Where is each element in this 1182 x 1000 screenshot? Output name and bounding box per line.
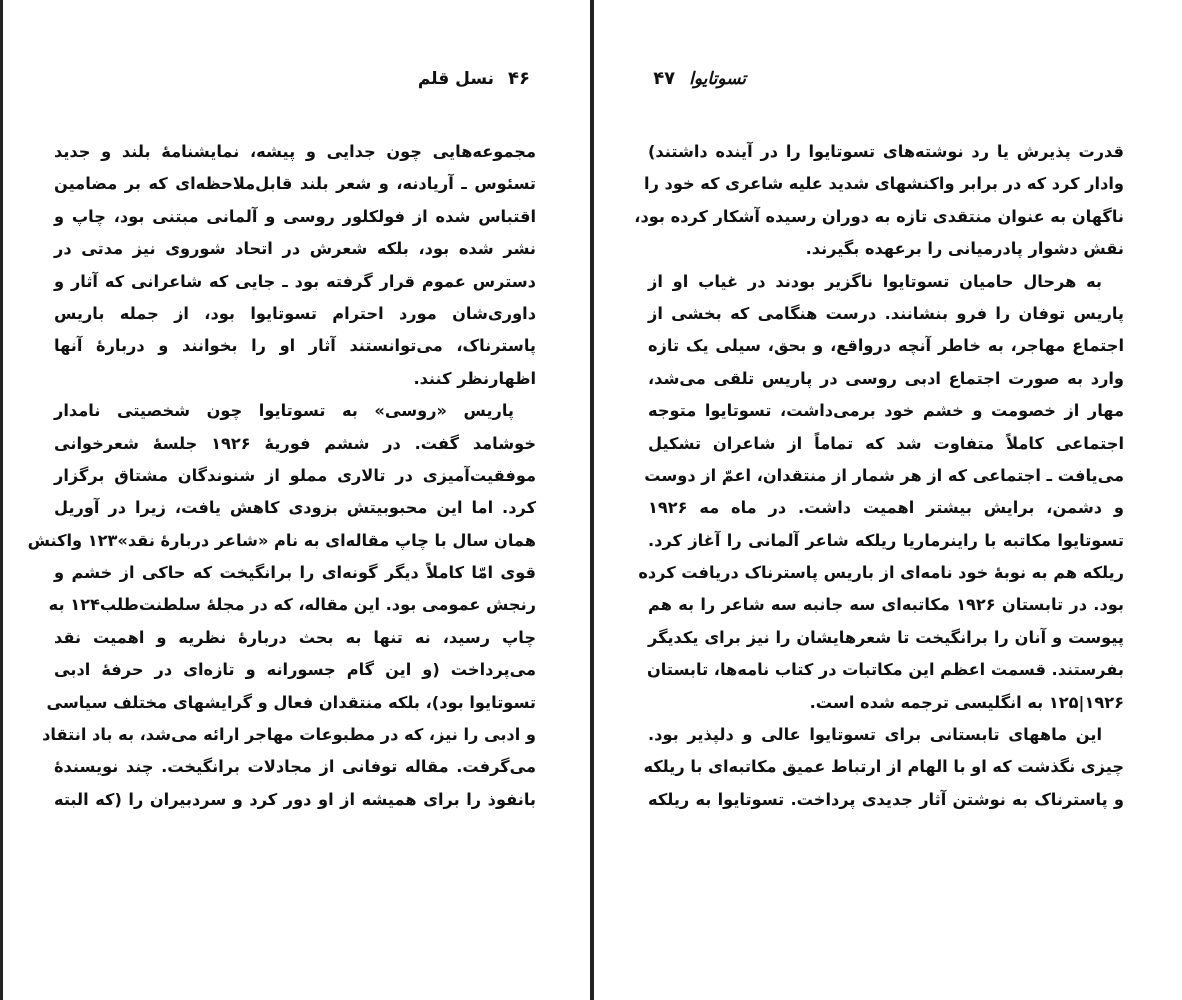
text-line: رنجش عمومی بود. این مقاله، که در مجلهٔ سلطنت‌طلب۱۲۴ به	[48, 595, 536, 615]
text-line: قوی امّا کاملاً دیگر گونه‌ای را برانگیخت که حاکی از خشم و	[54, 563, 536, 583]
text-line: نشر شده بود، بلکه شعرش در اتحاد شوروی نیز مدتی در	[54, 239, 536, 259]
text-line: بود. در تابستان ۱۹۲۶ مکاتبه‌ای سه جانبه سه شاعر را به هم	[648, 595, 1124, 615]
text-line: داوری‌شان مورد احترام تسوتایوا بود، از جمله باریس	[54, 303, 536, 323]
text-line: بانفوذ را برای همیشه از او دور کرد و سردبیران را (که البته	[54, 789, 536, 809]
text-line-paragraph-end: اظهارنظر کنند.	[413, 368, 536, 388]
running-title: نسل قلم	[417, 69, 495, 89]
right-page-header	[653, 68, 746, 89]
text-line: تسوتایوا بود)، بلکه منتقدان فعال و گرایشهای مختلف سیاسی	[46, 692, 536, 712]
text-line: تسوتایوا مکاتبه با راینرماریا ریلکه شاعر آلمانی را آغاز کرد.	[648, 530, 1124, 550]
text-line: و پاسترناک به نوشتن آثار جدیدی پرداخت. تسوتایوا به ریلکه	[648, 789, 1124, 809]
text-line: ناگهان به عنوان منتقدی تازه به دوران رسیده آشکار کرده بود،	[634, 206, 1124, 226]
text-line: و دشمن، برایش بیشتر اهمیت داشت. در ماه مه ۱۹۲۶	[648, 498, 1124, 518]
text-line: پاسترناک، می‌توانستند آثار او را بخوانند و دربارهٔ آنها	[54, 336, 536, 356]
page-number: ۴۷	[653, 68, 676, 89]
text-line: خوشامد گفت. در ششم فوریهٔ ۱۹۲۶ جلسهٔ شعرخوانی	[54, 433, 536, 453]
text-line: اجتماعی کاملاً متفاوت شد که تماماً از شاعران تشکیل	[648, 433, 1124, 453]
left-page	[0, 0, 590, 1000]
text-line: و ادبی را نیز، که در مطبوعات مهاجر ارائه می‌شد، به باد انتقاد	[42, 725, 536, 745]
text-line: پیوست و آنان را برانگیخت تا شعرهایشان را نیز برای یکدیگر	[648, 627, 1124, 647]
text-line: وارد به صورت اجتماع ادبی روسی در پاریس تلقی می‌شد،	[648, 368, 1124, 388]
right-page-body	[634, 136, 1124, 816]
text-line: چیزی نگذشت که او با الهام از ارتباط عمیق مکاتبه‌ای با ریلکه	[643, 757, 1124, 777]
page-number: ۴۶	[508, 68, 530, 89]
running-title: تسوتایوا	[689, 69, 746, 89]
left-page-header	[418, 68, 530, 89]
text-line: کرد. اما این محبوبیتش بزودی کاهش یافت، زیرا در آوریل	[54, 498, 536, 518]
text-line: می‌گرفت. مقاله توفانی از مجادلات برانگیخت. چند نویسندهٔ	[54, 757, 536, 777]
right-page	[594, 0, 1182, 1000]
text-line-paragraph-end: نقش دشوار پادرمیانی را برعهده بگیرند.	[805, 239, 1124, 259]
text-line: می‌یافت ـ اجتماعی که از هر شمار از منتقدان، اعمّ از دوست	[644, 465, 1124, 485]
text-line: ریلکه هم به نوبهٔ خود نامه‌ای از باریس پاسترناک دریافت کرده	[638, 563, 1124, 583]
text-line: اقتباس شده از فولکلور روسی و آلمانی مبتنی بود، چاپ و	[54, 206, 536, 226]
text-line: این ماههای تابستانی برای تسوتایوا عالی و دلپذیر بود.	[648, 725, 1102, 745]
text-line: مهار از خصومت و خشم خود برمی‌داشت، تسوتایوا متوجه	[648, 401, 1124, 421]
text-line-paragraph-end: ۱۹۲۶|۱۲۵ به انگلیسی ترجمه شده است.	[809, 692, 1124, 712]
text-line: مجموعه‌هایی چون جدایی و پیشه، نمایشنامهٔ بلند و جدید	[54, 142, 536, 161]
text-line: پاریس «روسی» به تسوتایوا چون شخصیتی نامدار	[54, 401, 514, 421]
text-line: اجتماع مهاجر، به خاطر آنچه درواقع، و بحق، سیلی یک تازه	[648, 336, 1124, 356]
left-page-body	[27, 136, 536, 816]
text-line: وادار کرد که در برابر واکنشهای شدید علیه شاعری که خود را	[644, 174, 1124, 194]
text-line: بفرستند. قسمت اعظم این مکاتبات در کتاب نامه‌ها، تابستان	[646, 660, 1124, 680]
text-line: پاریس توفان را فرو بنشانند. درست هنگامی که بخشی از	[648, 303, 1124, 323]
text-line: همان سال با چاپ مقاله‌ای به نام «شاعر دربارهٔ نقد»۱۲۳ واکنش	[27, 530, 536, 550]
text-line: دسترس عموم قرار گرفته بود ـ جایی که شاعرانی که آثار و	[54, 271, 536, 291]
text-line: می‌پرداخت (و این گام جسورانه و تازه‌ای در حرفهٔ ادبی	[54, 660, 536, 680]
text-line: موفقیت‌آمیزی در تالاری مملو از شنوندگان مشتاق برگزار	[54, 465, 536, 485]
text-line: تسئوس ـ آریادنه، و شعر بلند قابل‌ملاحظه‌ای که بر مضامین	[54, 174, 536, 194]
text-line: به هرحال حامیان تسوتایوا ناگزیر بودند در غیاب او از	[648, 271, 1102, 291]
text-line: قدرت پذیرش یا رد نوشته‌های تسوتایوا را در آینده داشتند)	[648, 142, 1124, 161]
text-line: چاپ رسید، نه تنها به بحث دربارهٔ نظریه و اهمیت نقد	[54, 627, 536, 647]
